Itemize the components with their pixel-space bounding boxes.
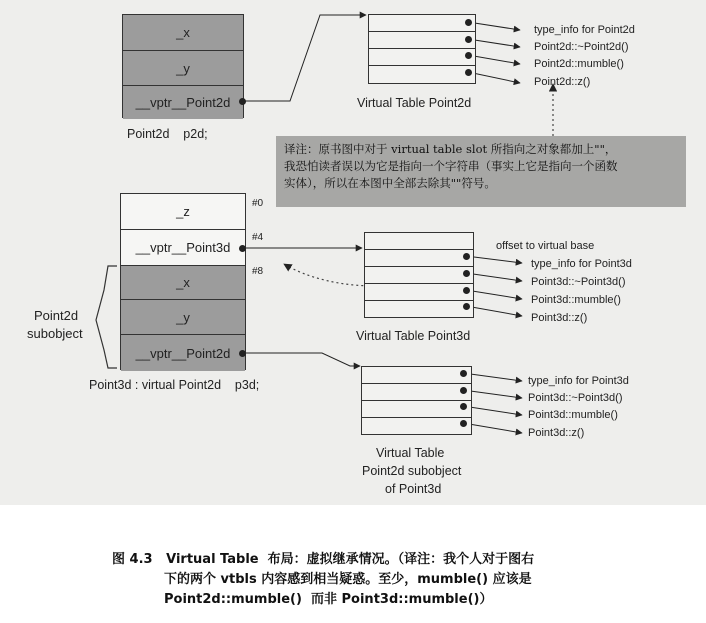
point2d-field-vptr [123,86,243,119]
vt3d-slot-arrow-2 [466,273,522,281]
point2d-field-x-label: _x [176,25,190,40]
vtable-point3d-slot [365,233,473,250]
vtable-point3d-entry: Point3d::~Point3d() [531,276,626,288]
vtable-sub-title-line2: Point2d subobject [362,464,462,478]
vtable-point3d-slot [365,301,473,319]
vtable-point2d-title: Virtual Table Point2d [357,96,472,110]
subobject-brace [96,266,117,368]
vtable-point3d-slot-dot [463,270,470,277]
point2d-field-y [123,51,243,86]
translator-note [276,136,686,207]
subobject-label-line1: Point2d [34,308,79,323]
vt3d-slot-arrow-3 [466,290,522,299]
vtable-point3d-slot-dot [463,253,470,260]
vt3d-slot-arrow-1 [466,256,522,263]
point3d-object-label: Point3d : virtual Point2d p3d; [89,378,260,392]
vtable-sub-slot [362,367,471,384]
point3d-field-x-label: _x [176,275,190,290]
vt3d-slot-arrow-4 [466,306,522,316]
translator-note-line: 实体），所以在本图中全部去除其""符号。 [284,176,496,190]
vtable-sub-slot-dot [460,403,467,410]
vtable-point2d-entry: Point2d::mumble() [534,58,624,70]
vtable-point3d-slot [365,284,473,301]
point3d-field-z-label: _z [176,204,190,219]
vtable-sub-title-line1: Virtual Table [376,446,445,460]
translator-note-line: 译注：原书图中对于 virtual table slot 所指向之对象都加上""， [284,142,617,156]
vtable-sub-entry: Point3d::~Point3d() [528,392,623,404]
point3d-field-z [121,194,245,230]
vtable-sub-entry: type_info for Point3d [528,375,629,387]
p3d-sub-vptr-arrow [243,353,360,366]
figure-caption [112,550,534,610]
figure-caption-line: Point2d::mumble() 而非 Point3d::mumble()） [164,592,493,607]
point3d-field-vptr2d [121,335,245,371]
vtable-sub-slot [362,401,471,418]
point2d-field-x [123,15,243,51]
point2d-object [122,14,244,118]
vtable-point3d [364,232,474,318]
vtable-sub-slot-dot [460,420,467,427]
point3d-field-vptr3d [121,230,245,266]
point2d-field-vptr-label: __vptr__Point2d [135,95,231,110]
subobject-label-line2: subobject [27,326,83,341]
vtable-point3d-slot [365,250,473,267]
vtable-sub-slot-dot [460,387,467,394]
figure-caption-line: 图 4.3 Virtual Table 布局：虚拟继承情况。（译注：我个人对于图右 [112,552,535,567]
vtable-point2d-entry: type_info for Point2d [534,24,635,36]
vtable-point3d-entry: Point3d::z() [531,312,588,324]
vtable-point2d-slot [369,32,475,49]
vtable-sub-slot-dot [460,370,467,377]
vtable-point3d-slot [365,267,473,284]
point3d-field-vptr2d-label: __vptr__Point2d [135,345,231,361]
vtable-point2d-slot-dot [465,36,472,43]
point3d-vptr3d-dot [239,245,246,252]
vtable-point3d-slot-dot [463,287,470,294]
translator-note-line: 我恐怕读者误以为它是指向一个字符串（事实上它是指向一个函数 [284,159,618,173]
vtable-point3d-entry: type_info for Point3d [531,258,632,270]
vtable-point2d-slot-dot [465,69,472,76]
offset-label-4: #4 [252,232,264,243]
point3d-field-y-label: _y [176,309,190,325]
offset-label-8: #8 [252,266,264,277]
point3d-vptr2d-dot [239,350,246,357]
vtable-point2d-slot-dot [465,52,472,59]
vtable-point2d-slot [369,49,475,66]
vtable-point3d-title: Virtual Table Point3d [356,329,471,343]
figure-caption-line: 下的两个 vtbls 内容感到相当疑惑。至少，mumble() 应该是 [164,572,532,587]
vtable-sub-slot [362,384,471,401]
vtable-point3d-entry: Point3d::mumble() [531,294,621,306]
vtable-point3d-entry: offset to virtual base [496,240,595,252]
point3d-field-vptr3d-label: __vptr__Point3d [135,240,231,255]
point2d-object-label: Point2d p2d; [127,127,208,141]
vtable-point2d [368,14,476,84]
vtable-sub-title-line3: of Point3d [385,482,442,496]
vtable-point2d-entry: Point2d::z() [534,76,591,88]
p2d-vptr-arrow [243,15,366,101]
point3d-field-y [121,300,245,335]
vtable-sub-entry: Point3d::z() [528,427,585,439]
point2d-vptr-dot [239,98,246,105]
offset-label-0: #0 [252,198,264,209]
point3d-field-x [121,266,245,300]
vtable-sub-entry: Point3d::mumble() [528,409,618,421]
vtable-point2d-slot [369,15,475,32]
vtable-sub-slot [362,418,471,436]
vtable-point2d-slot-dot [465,19,472,26]
vtable-point2d-entry: Point2d::~Point2d() [534,41,629,53]
vtable-point2d-slot [369,66,475,85]
point3d-object [120,193,246,370]
point2d-field-y-label: _y [176,60,190,76]
vtable-point3d-slot-dot [463,303,470,310]
vtable-point2d-subobject [361,366,472,435]
